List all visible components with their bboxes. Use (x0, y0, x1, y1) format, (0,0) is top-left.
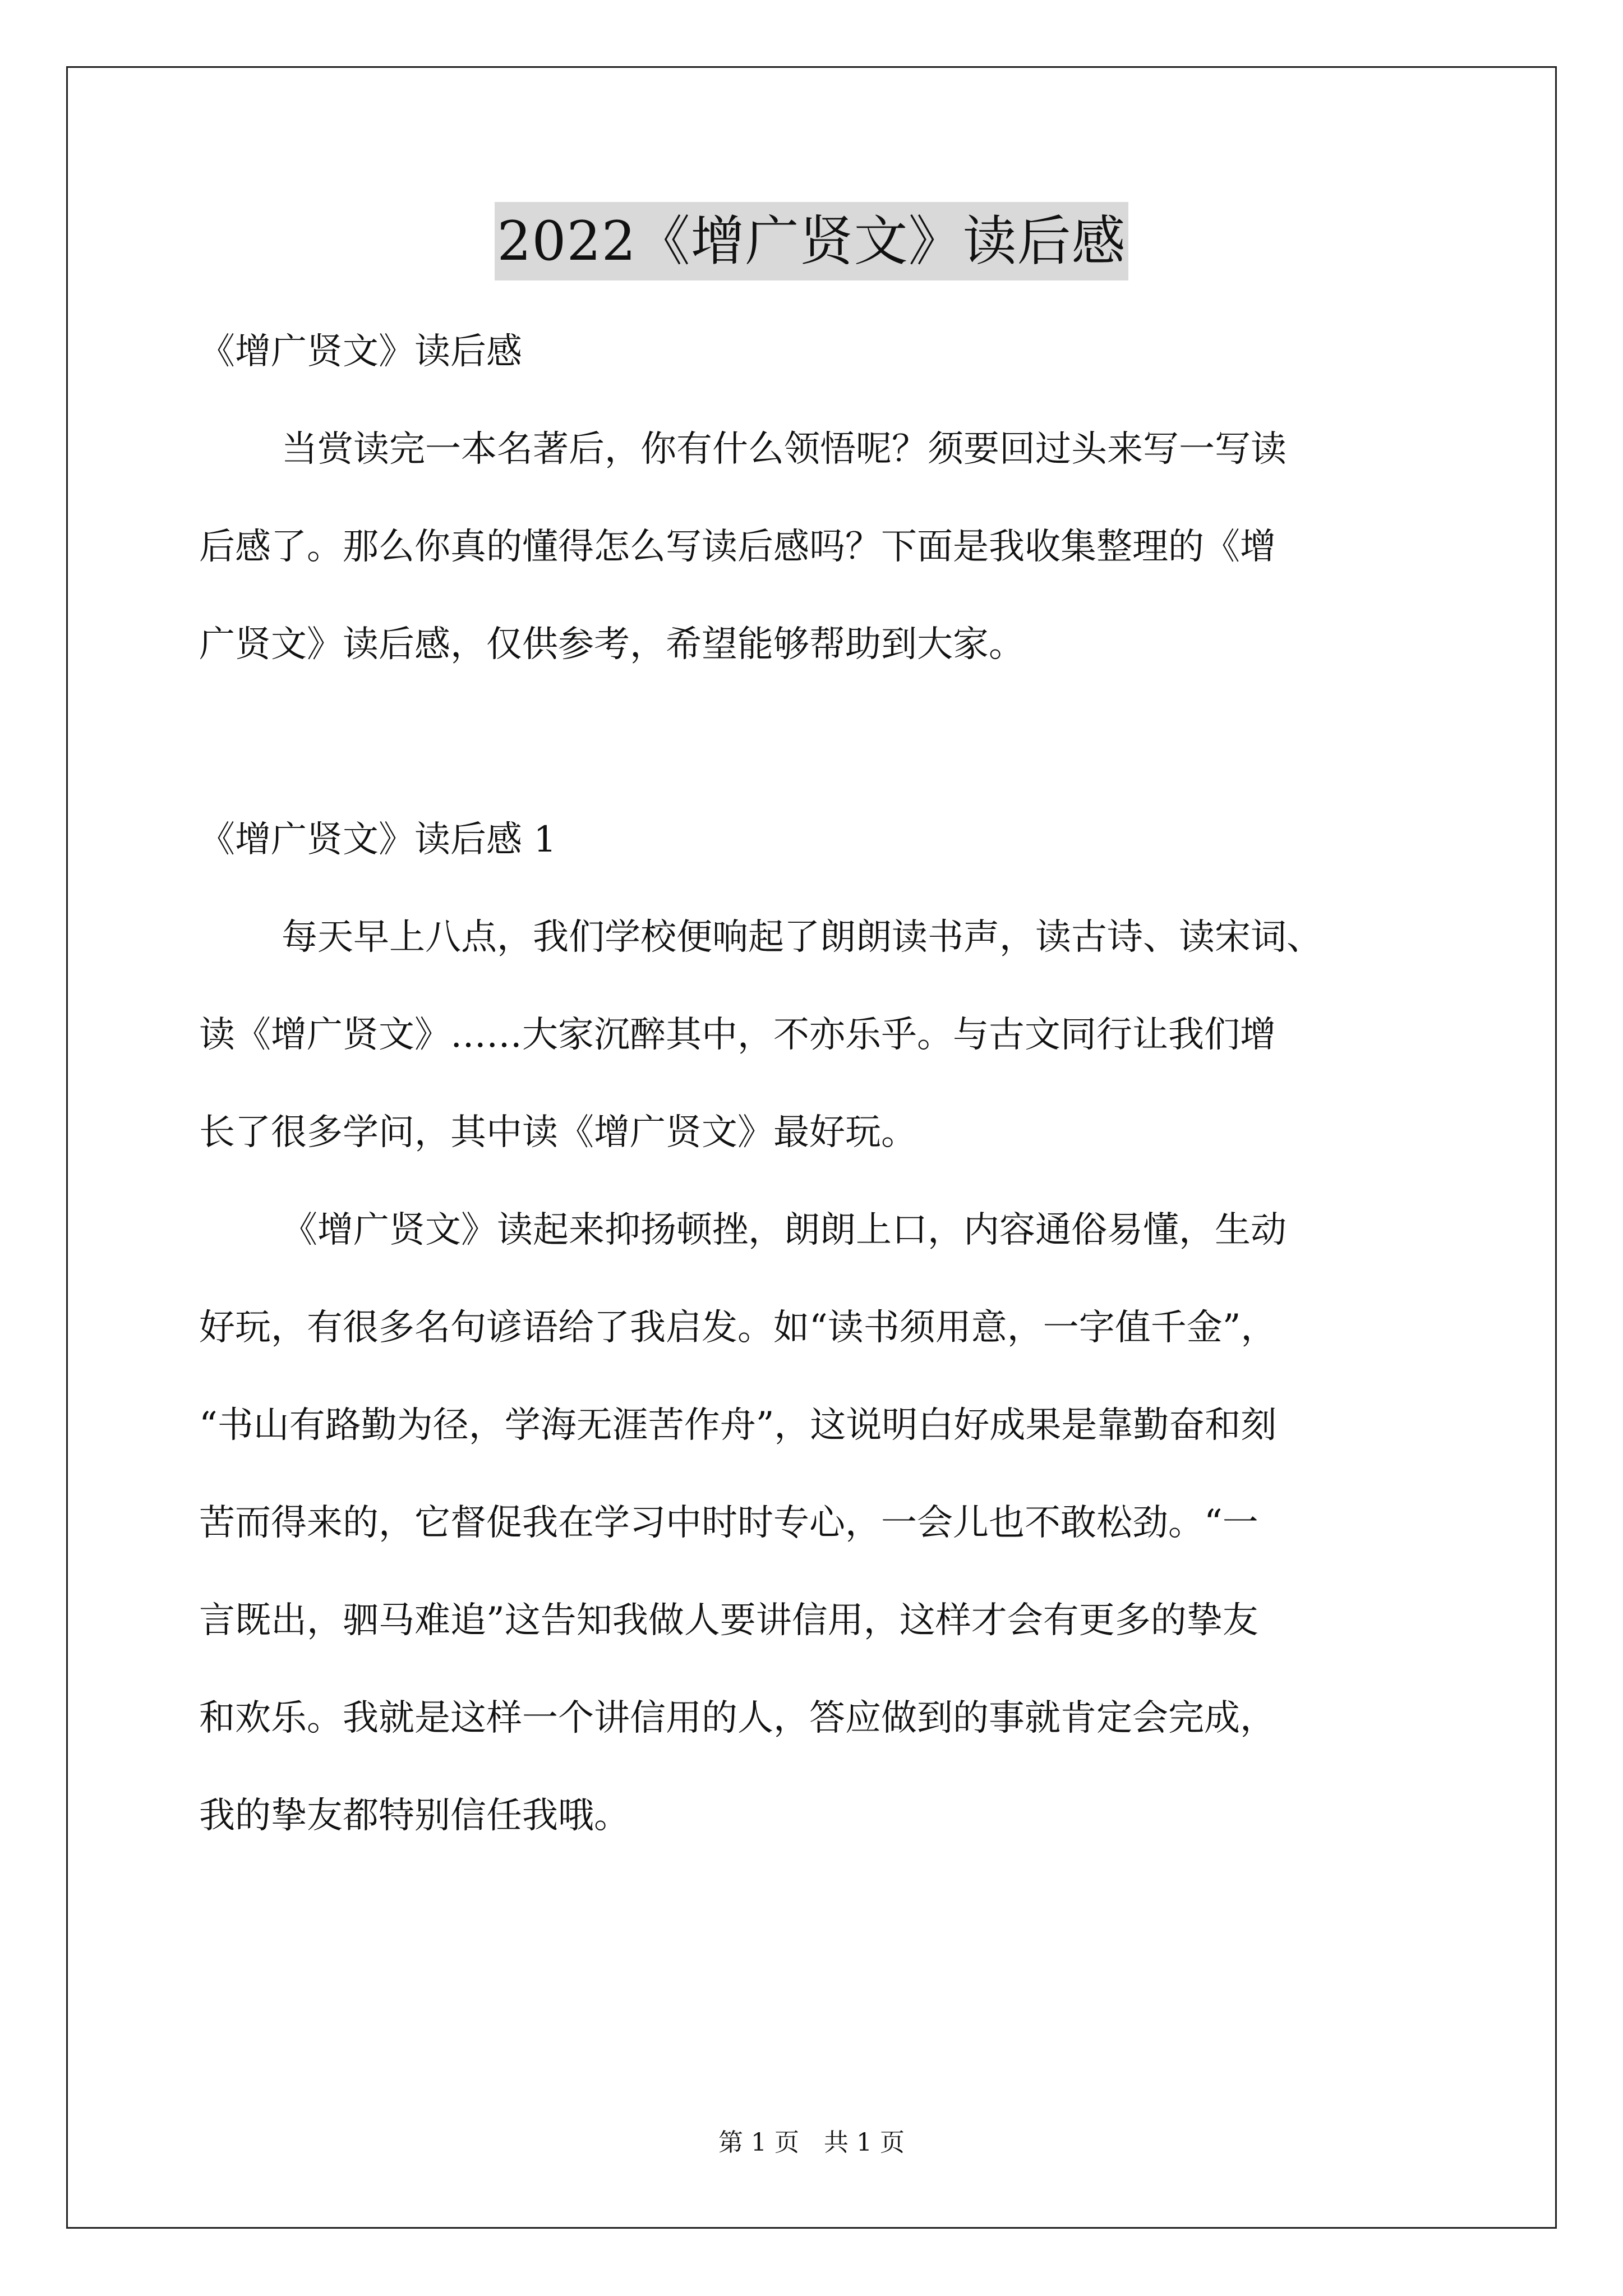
section-heading: 《增广贤文》读后感 1 (199, 819, 557, 861)
paragraph-line: 读《增广贤文》……大家沉醉其中，不亦乐乎。与古文同行让我们增 (199, 1014, 1276, 1056)
paragraph-line: 每天早上八点，我们学校便响起了朗朗读书声，读古诗、读宋词、 (282, 917, 1322, 958)
document-body (199, 303, 1467, 1865)
page-footer (0, 2126, 1623, 2160)
title-container (0, 202, 1623, 280)
page-number: 第 1 页 (718, 2128, 799, 2157)
intro-line: 当赏读完一本名著后，你有什么领悟呢？须要回过头来写一写读 (282, 429, 1287, 470)
document-title: 2022《增广贤文》读后感 (495, 202, 1128, 280)
page-total: 共 1 页 (824, 2128, 905, 2157)
paragraph-line: 好玩，有很多名句谚语给了我启发。如“读书须用意，一字值千金”， (199, 1307, 1277, 1349)
paragraph-line: 和欢乐。我就是这样一个讲信用的人，答应做到的事就肯定会完成， (199, 1697, 1276, 1739)
paragraph-line: 长了很多学问，其中读《增广贤文》最好玩。 (199, 1112, 917, 1153)
paragraph-line: “书山有路勤为径，学海无涯苦作舟”，这说明白好成果是靠勤奋和刻 (199, 1405, 1277, 1446)
paragraph-line: 苦而得来的，它督促我在学习中时时专心，一会儿也不敢松劲。“一 (199, 1502, 1258, 1544)
paragraph-line: 《增广贤文》读起来抑扬顿挫，朗朗上口，内容通俗易懂，生动 (282, 1209, 1287, 1251)
subheading: 《增广贤文》读后感 (199, 331, 522, 372)
intro-line: 广贤文》读后感，仅供参考，希望能够帮助到大家。 (199, 624, 1025, 665)
paragraph-line: 我的挚友都特别信任我哦。 (199, 1795, 630, 1837)
paragraph-spacer (199, 693, 1467, 791)
intro-line: 后感了。那么你真的懂得怎么写读后感吗？下面是我收集整理的《增 (199, 526, 1276, 568)
paragraph-line: 言既出，驷马难追”这告知我做人要讲信用，这样才会有更多的挚友 (199, 1600, 1258, 1641)
